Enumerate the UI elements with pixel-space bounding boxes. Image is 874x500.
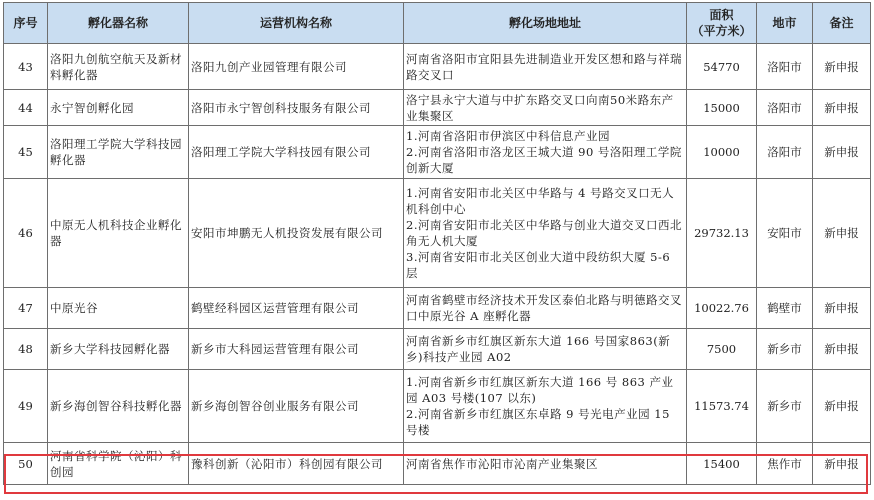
cell-note: 新申报: [813, 126, 871, 179]
cell-city: 洛阳市: [757, 126, 813, 179]
cell-address: 河南省鹤壁市经济技术开发区泰伯北路与明德路交叉口中原光谷 A 座孵化器: [404, 288, 687, 329]
cell-area: 15400: [687, 443, 757, 485]
header-name: 孵化器名称: [48, 3, 189, 44]
table-row: [4, 370, 871, 443]
cell-operator: 洛阳九创产业园管理有限公司: [189, 44, 404, 90]
table-row: [4, 288, 871, 329]
cell-city: 洛阳市: [757, 44, 813, 90]
header-city: 地市: [757, 3, 813, 44]
cell-area: 10022.76: [687, 288, 757, 329]
cell-name: 中原无人机科技企业孵化器: [48, 179, 189, 288]
cell-area: 10000: [687, 126, 757, 179]
table-row: [4, 329, 871, 370]
cell-name: 永宁智创孵化园: [48, 90, 189, 126]
cell-note: 新申报: [813, 44, 871, 90]
cell-city: 鹤壁市: [757, 288, 813, 329]
cell-no: 46: [4, 179, 48, 288]
cell-address: 河南省洛阳市宜阳县先进制造业开发区想和路与祥瑞路交叉口: [404, 44, 687, 90]
cell-operator: 豫科创新（沁阳市）科创园有限公司: [189, 443, 404, 485]
header-note: 备注: [813, 3, 871, 44]
cell-name: 洛阳理工学院大学科技园孵化器: [48, 126, 189, 179]
cell-no: 49: [4, 370, 48, 443]
cell-city: 安阳市: [757, 179, 813, 288]
cell-operator: 安阳市坤鹏无人机投资发展有限公司: [189, 179, 404, 288]
cell-name: 洛阳九创航空航天及新材料孵化器: [48, 44, 189, 90]
cell-address: 1.河南省安阳市北关区中华路与 4 号路交叉口无人机科创中心 2.河南省安阳市北关区中华路与创业大道交叉口西北角无人机大厦 3.河南省安阳市北关区创业大道中段纺织大厦 5-6 层: [404, 179, 687, 288]
cell-note: 新申报: [813, 288, 871, 329]
cell-city: 洛阳市: [757, 90, 813, 126]
header-no: 序号: [4, 3, 48, 44]
cell-area: 54770: [687, 44, 757, 90]
table-row: [4, 44, 871, 90]
cell-no: 47: [4, 288, 48, 329]
header-area-line2: （平方米）: [691, 24, 752, 38]
cell-address: 河南省新乡市红旗区新东大道 166 号国家863(新乡)科技产业园 A02: [404, 329, 687, 370]
cell-no: 45: [4, 126, 48, 179]
table-row: [4, 90, 871, 126]
cell-area: 29732.13: [687, 179, 757, 288]
cell-no: 50: [4, 443, 48, 485]
cell-note: 新申报: [813, 90, 871, 126]
cell-operator: 洛阳市永宁智创科技服务有限公司: [189, 90, 404, 126]
cell-operator: 新乡海创智谷创业服务有限公司: [189, 370, 404, 443]
header-address: 孵化场地地址: [404, 3, 687, 44]
cell-address: 洛宁县永宁大道与中扩东路交叉口向南50米路东产业集聚区: [404, 90, 687, 126]
cell-city: 新乡市: [757, 370, 813, 443]
cell-no: 44: [4, 90, 48, 126]
incubator-table: [3, 2, 871, 485]
header-row: [4, 3, 871, 44]
cell-operator: 新乡市大科园运营管理有限公司: [189, 329, 404, 370]
cell-area: 15000: [687, 90, 757, 126]
header-operator: 运营机构名称: [189, 3, 404, 44]
table-row: [4, 126, 871, 179]
cell-address: 1.河南省洛阳市伊滨区中科信息产业园 2.河南省洛阳市洛龙区王城大道 90 号洛阳理工学院创新大厦: [404, 126, 687, 179]
cell-city: 焦作市: [757, 443, 813, 485]
cell-note: 新申报: [813, 443, 871, 485]
cell-no: 48: [4, 329, 48, 370]
cell-name: 新乡海创智谷科技孵化器: [48, 370, 189, 443]
cell-note: 新申报: [813, 179, 871, 288]
table-row: [4, 443, 871, 485]
header-area: [687, 3, 757, 44]
cell-area: 11573.74: [687, 370, 757, 443]
cell-area: 7500: [687, 329, 757, 370]
cell-name: 河南省科学院（沁阳）科创园: [48, 443, 189, 485]
cell-address: 河南省焦作市沁阳市沁南产业集聚区: [404, 443, 687, 485]
cell-operator: 洛阳理工学院大学科技园有限公司: [189, 126, 404, 179]
cell-name: 新乡大学科技园孵化器: [48, 329, 189, 370]
cell-note: 新申报: [813, 370, 871, 443]
table-row: [4, 179, 871, 288]
cell-no: 43: [4, 44, 48, 90]
cell-operator: 鹤壁经科园区运营管理有限公司: [189, 288, 404, 329]
cell-address: 1.河南省新乡市红旗区新东大道 166 号 863 产业园 A03 号楼(107 以东) 2.河南省新乡市红旗区东卓路 9 号光电产业园 15 号楼: [404, 370, 687, 443]
cell-name: 中原光谷: [48, 288, 189, 329]
cell-city: 新乡市: [757, 329, 813, 370]
header-area-line1: 面积: [709, 8, 734, 22]
cell-note: 新申报: [813, 329, 871, 370]
